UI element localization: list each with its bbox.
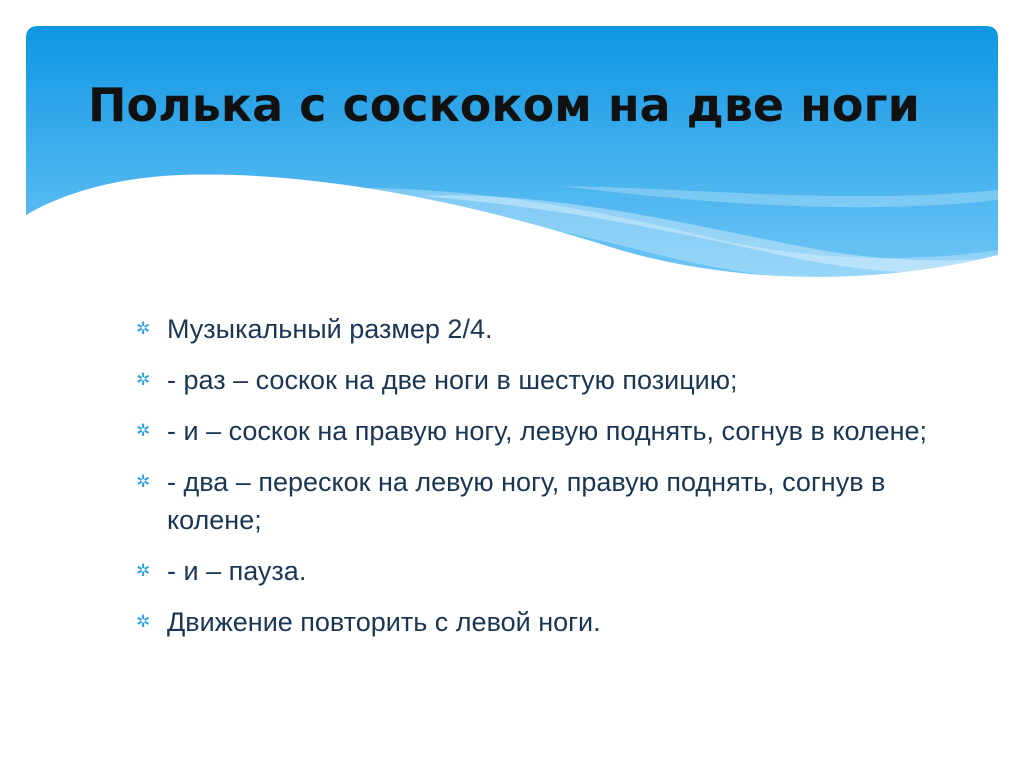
list-item-text: Музыкальный размер 2/4. [167, 314, 493, 344]
list-item [136, 463, 936, 539]
list-item [136, 361, 936, 399]
bullet-list [136, 310, 936, 654]
list-item [136, 552, 936, 590]
list-item-text: - и – соскок на правую ногу, левую поднять, согнув в колене; [167, 416, 928, 446]
asterisk-icon: ✲ [136, 472, 151, 491]
slide-title: Полька с соскоком на две ноги [88, 78, 920, 132]
list-item-text: - и – пауза. [167, 556, 307, 586]
list-item [136, 310, 936, 348]
list-item [136, 412, 936, 450]
asterisk-icon: ✲ [136, 561, 151, 580]
list-item [136, 603, 936, 641]
list-item-text: Движение повторить с левой ноги. [167, 607, 601, 637]
asterisk-icon: ✲ [136, 612, 151, 631]
list-item-text: - раз – соскок на две ноги в шестую позицию; [167, 365, 738, 395]
asterisk-icon: ✲ [136, 319, 151, 338]
header-wave-background [0, 0, 1024, 300]
asterisk-icon: ✲ [136, 370, 151, 389]
asterisk-icon: ✲ [136, 421, 151, 440]
list-item-text: - два – перескок на левую ногу, правую поднять, согнув в колене; [167, 467, 886, 535]
